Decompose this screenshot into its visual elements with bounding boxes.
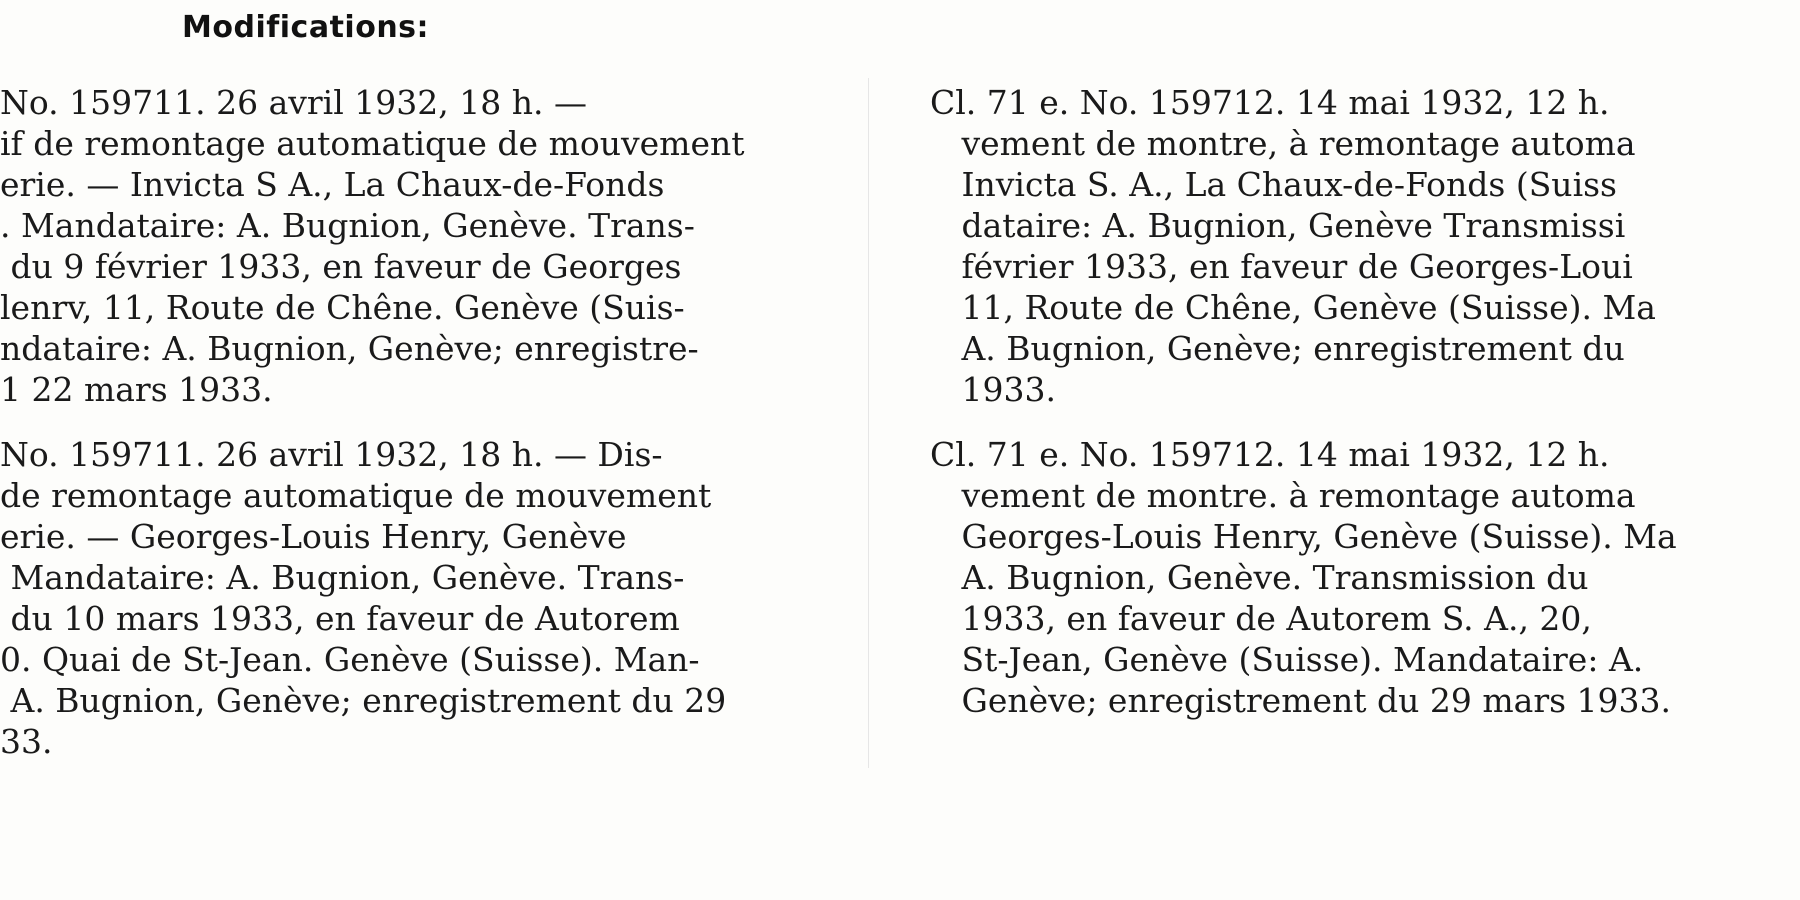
right-entry-1: [930, 82, 1800, 410]
text-line: Mandataire: A. Bugnion, Genève. Trans-: [0, 558, 685, 597]
text-line: A. Bugnion, Genève. Transmission du: [930, 558, 1589, 597]
text-line: du 9 février 1933, en faveur de Georges: [0, 247, 682, 286]
left-entry-1: [0, 82, 860, 410]
text-line: 1 22 mars 1933.: [0, 370, 273, 409]
text-line: 33.: [0, 722, 53, 761]
text-line: No. 159711. 26 avril 1932, 18 h. —: [0, 83, 587, 122]
text-line: Georges-Louis Henry, Genève (Suisse). Ma: [930, 517, 1677, 556]
text-line: vement de montre. à remontage automa: [930, 476, 1636, 515]
text-line: du 10 mars 1933, en faveur de Autorem: [0, 599, 680, 638]
text-line: lenrv, 11, Route de Chêne. Genève (Suis-: [0, 288, 685, 327]
text-line: A. Bugnion, Genève; enregistrement du 29: [0, 681, 727, 720]
text-line: de remontage automatique de mouvement: [0, 476, 712, 515]
section-heading: Modifications:: [182, 10, 430, 45]
text-line: Genève; enregistrement du 29 mars 1933.: [930, 681, 1672, 720]
right-entry-2: [930, 434, 1800, 721]
text-line: vement de montre, à remontage automa: [930, 124, 1636, 163]
text-line: 1933, en faveur de Autorem S. A., 20,: [930, 599, 1592, 638]
text-line: No. 159711. 26 avril 1932, 18 h. — Dis-: [0, 435, 663, 474]
text-line: ndataire: A. Bugnion, Genève; enregistre-: [0, 329, 699, 368]
text-line: erie. — Invicta S A., La Chaux-de-Fonds: [0, 165, 665, 204]
text-line: Cl. 71 e. No. 159712. 14 mai 1932, 12 h.: [930, 83, 1610, 122]
text-line: erie. — Georges-Louis Henry, Genève: [0, 517, 627, 556]
text-line: 0. Quai de St-Jean. Genève (Suisse). Man-: [0, 640, 700, 679]
column-divider: [868, 78, 869, 768]
left-entry-2: [0, 434, 860, 762]
text-line: dataire: A. Bugnion, Genève Transmissi: [930, 206, 1626, 245]
text-line: Cl. 71 e. No. 159712. 14 mai 1932, 12 h.: [930, 435, 1610, 474]
text-line: 11, Route de Chêne, Genève (Suisse). Ma: [930, 288, 1656, 327]
right-column: [930, 82, 1800, 745]
text-line: 1933.: [930, 370, 1056, 409]
text-line: A. Bugnion, Genève; enregistrement du: [930, 329, 1625, 368]
text-line: . Mandataire: A. Bugnion, Genève. Trans-: [0, 206, 695, 245]
text-line: février 1933, en faveur de Georges-Loui: [930, 247, 1633, 286]
left-column: [0, 82, 860, 786]
text-line: if de remontage automatique de mouvement: [0, 124, 745, 163]
text-line: St-Jean, Genève (Suisse). Mandataire: A.: [930, 640, 1644, 679]
text-line: Invicta S. A., La Chaux-de-Fonds (Suiss: [930, 165, 1617, 204]
